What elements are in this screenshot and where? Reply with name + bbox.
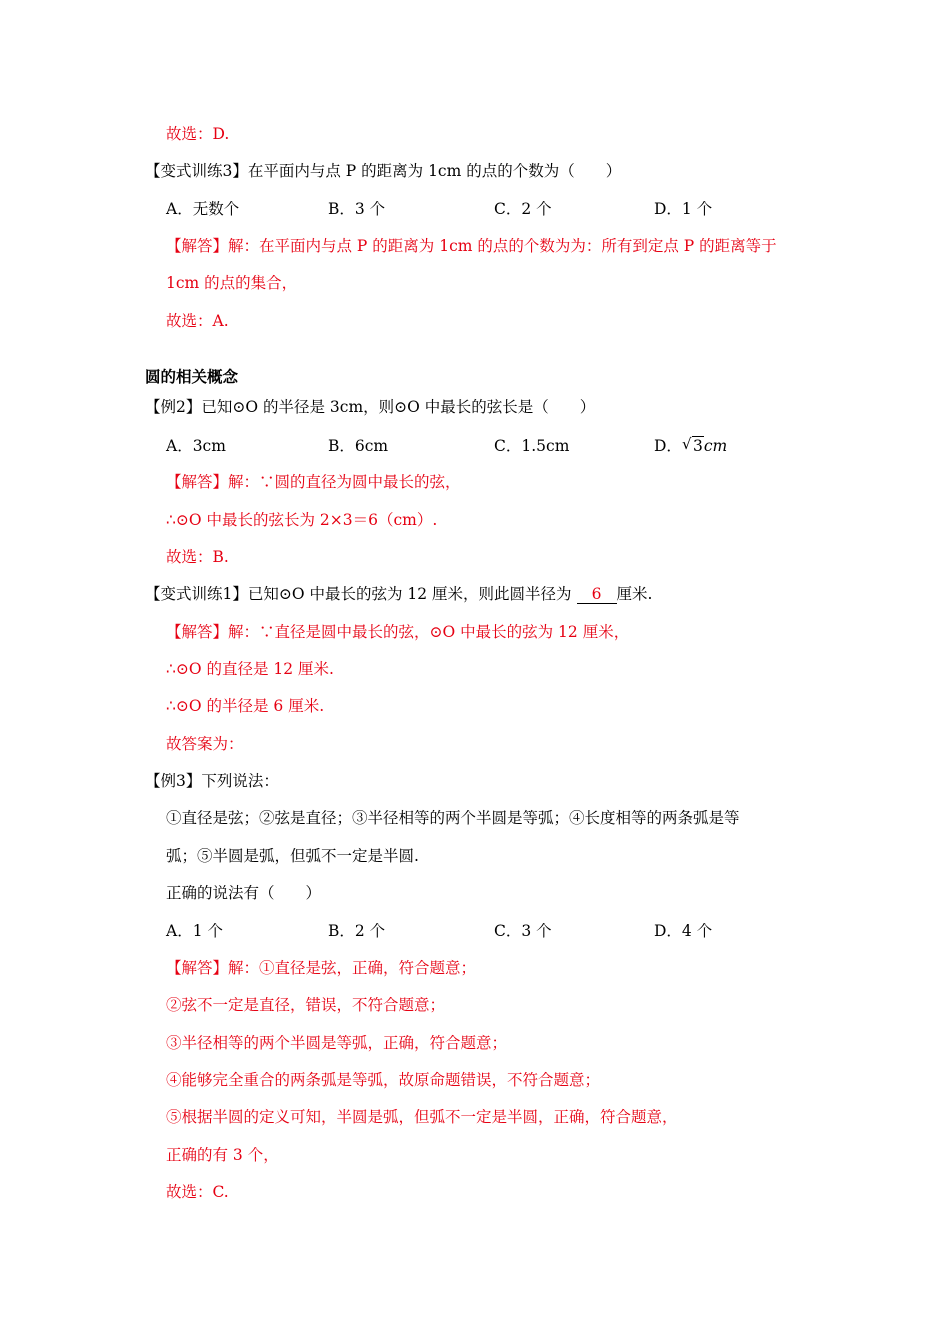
radicand: 3	[692, 437, 703, 455]
solution-text: 正确的有 3 个，	[166, 1146, 279, 1164]
option-a: A．3cm	[166, 437, 226, 455]
solution-text: ④能够完全重合的两条弧是等弧，故原命题错误，不符合题意；	[166, 1071, 601, 1089]
solution-text: 【解答】解：∵圆的直径为圆中最长的弦，	[166, 473, 461, 491]
option-b: B．3 个	[328, 200, 386, 218]
sqrt-symbol: √ 3	[681, 435, 703, 455]
option-c: C．1.5cm	[494, 437, 570, 455]
solution-text: 1cm 的点的集合，	[166, 274, 298, 292]
option-d	[654, 436, 727, 456]
option-d-label: D．	[654, 437, 682, 455]
question-text: 【例2】已知⊙O 的半径是 3cm，则⊙O 中最长的弦长是（ ）	[145, 398, 596, 416]
solution-text: ∴⊙O 中最长的弦长为 2×3＝6（cm）.	[166, 511, 438, 529]
question-text: 正确的说法有（ ）	[166, 884, 322, 902]
solution-text: 【解答】解：在平面内与点 P 的距离为 1cm 的点的个数为为：所有到定点 P 的距离等于	[166, 237, 777, 255]
option-a: A．1 个	[166, 922, 223, 940]
answer-choice: 故选：D.	[166, 125, 230, 143]
statement-text: 弧；⑤半圆是弧，但弧不一定是半圆.	[166, 847, 419, 865]
question-text: 【例3】下列说法：	[145, 772, 279, 790]
option-b: B．6cm	[328, 437, 389, 455]
solution-text: 【解答】解：①直径是弦，正确，符合题意；	[166, 959, 477, 977]
option-b: B．2 个	[328, 922, 386, 940]
option-c: C．3 个	[494, 922, 552, 940]
solution-text: ⑤根据半圆的定义可知，半圆是弧，但弧不一定是半圆，正确，符合题意，	[166, 1108, 678, 1126]
question-suffix: 厘米.	[616, 585, 653, 603]
section-heading: 圆的相关概念	[145, 367, 239, 386]
solution-text: ③半径相等的两个半圆是等弧，正确，符合题意；	[166, 1034, 508, 1052]
answer-choice: 故选：A.	[166, 312, 229, 330]
statement-text: ①直径是弦；②弦是直径；③半径相等的两个半圆是等弧；④长度相等的两条弧是等	[166, 809, 740, 827]
option-a: A．无数个	[166, 200, 240, 218]
option-c: C．2 个	[494, 200, 552, 218]
unit: cm	[703, 437, 728, 455]
solution-text: ∴⊙O 的半径是 6 厘米.	[166, 697, 325, 715]
answer-choice: 故选：C.	[166, 1183, 229, 1201]
solution-text: ②弦不一定是直径，错误，不符合题意；	[166, 996, 446, 1014]
solution-text: ∴⊙O 的直径是 12 厘米.	[166, 660, 334, 678]
answer-choice: 故选：B.	[166, 548, 229, 566]
answer-label: 故答案为：	[166, 735, 244, 753]
option-d: D．1 个	[654, 200, 713, 218]
option-d: D．4 个	[654, 922, 713, 940]
question-text: 【变式训练3】在平面内与点 P 的距离为 1cm 的点的个数为（ ）	[145, 162, 622, 180]
fill-blank-answer: 6	[577, 585, 617, 604]
question-prefix: 【变式训练1】已知⊙O 中最长的弦为 12 厘米，则此圆半径为	[145, 585, 577, 603]
solution-text: 【解答】解：∵直径是圆中最长的弦，⊙O 中最长的弦为 12 厘米，	[166, 623, 630, 641]
question-text	[145, 584, 652, 604]
